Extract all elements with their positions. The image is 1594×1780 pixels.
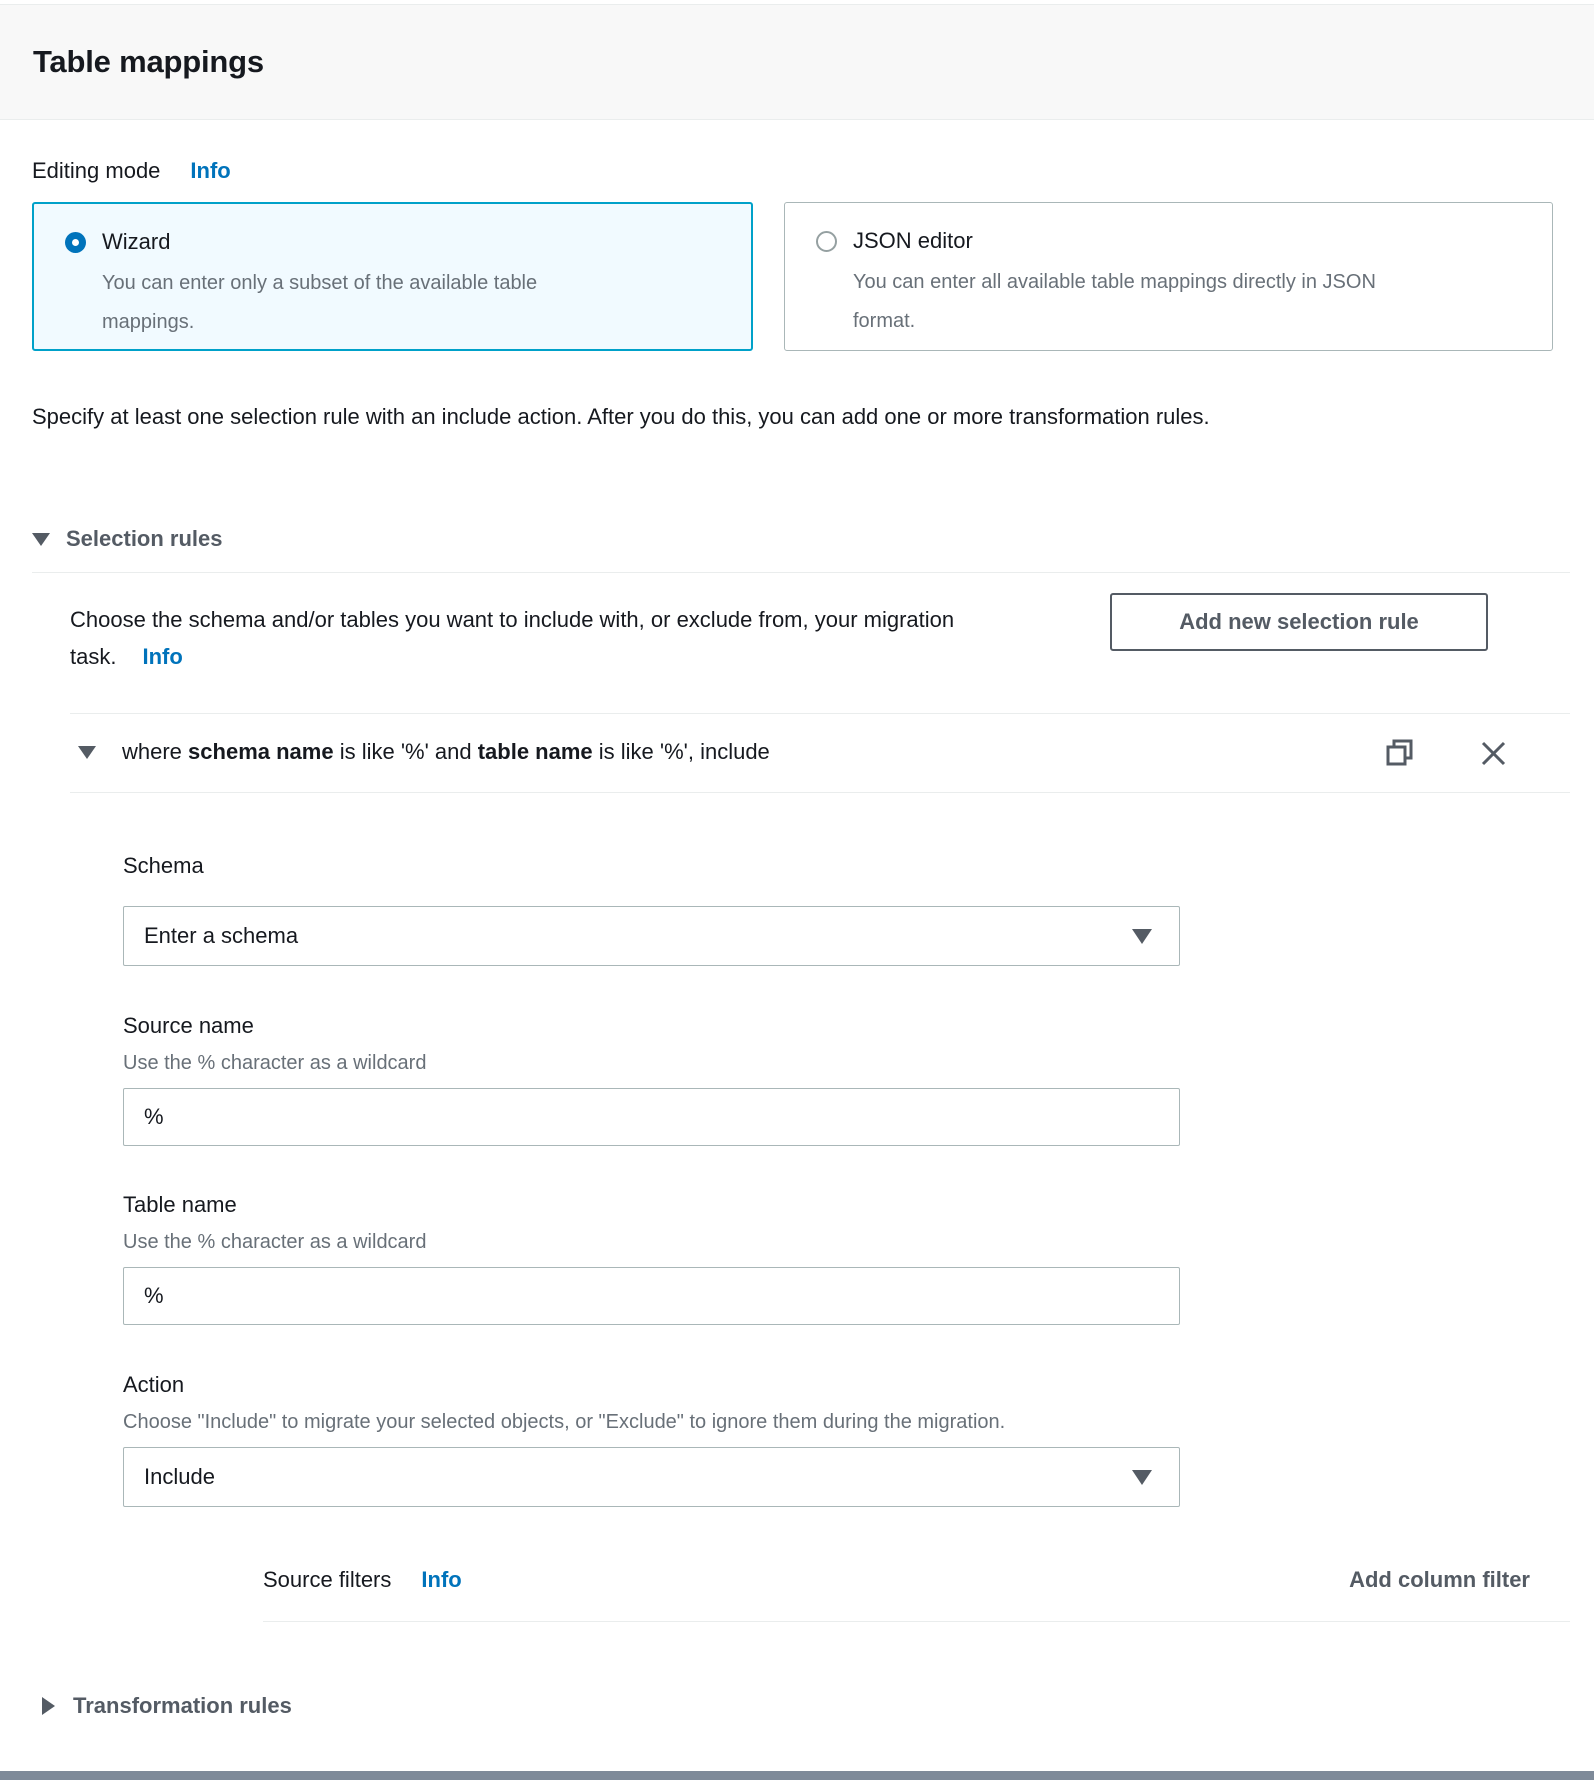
rule-summary: [122, 739, 770, 765]
action-select-value: Include: [144, 1464, 215, 1489]
divider: [70, 713, 1570, 714]
radio-selected-icon[interactable]: [65, 232, 86, 253]
editing-mode-option-json-editor[interactable]: [784, 202, 1553, 351]
source-filters-info-link[interactable]: Info: [421, 1567, 462, 1592]
add-selection-rule-button[interactable]: Add new selection rule: [1110, 593, 1488, 651]
radio-row: [65, 229, 751, 255]
caret-down-icon: [1132, 1470, 1152, 1485]
schema-select-value: Enter a schema: [144, 923, 299, 948]
table-name-helper: Use the % character as a wildcard: [123, 1231, 427, 1253]
caret-down-icon: [32, 533, 50, 546]
bottom-section-edge: [0, 1771, 1594, 1780]
table-name-label: Table name: [123, 1192, 237, 1217]
selection-rules-description: [70, 601, 1070, 675]
caret-right-icon: [42, 1697, 55, 1715]
table-name-input[interactable]: [123, 1267, 1180, 1325]
editing-mode-option-wizard[interactable]: [32, 202, 753, 351]
action-helper: Choose "Include" to migrate your selected objects, or "Exclude" to ignore them during the migration.: [123, 1411, 1006, 1433]
schema-field: [123, 852, 1180, 966]
divider: [263, 1621, 1570, 1622]
intro-text: Specify at least one selection rule with an include action. After you do this, you can add one or more transformation rules.: [32, 404, 1210, 429]
schema-label: Schema: [123, 853, 204, 878]
page-title: Table mappings: [33, 44, 264, 79]
action-label: Action: [123, 1372, 185, 1397]
selection-rules-description-text: Choose the schema and/or tables you want to include with, or exclude from, your migration task.: [70, 607, 955, 669]
source-filters-label: Source filters: [263, 1567, 392, 1592]
rule-summary-table: table name: [477, 739, 593, 764]
source-name-helper: Use the % character as a wildcard: [123, 1052, 427, 1074]
editing-mode-label: Editing mode: [32, 158, 161, 183]
radio-dot: [72, 239, 79, 246]
action-select[interactable]: [123, 1447, 1180, 1507]
copy-rule-button[interactable]: [1383, 736, 1416, 769]
source-name-label: Source name: [123, 1013, 254, 1038]
transformation-rules-title: Transformation rules: [73, 1693, 292, 1718]
selection-rules-expander[interactable]: [32, 526, 223, 552]
schema-select[interactable]: [123, 906, 1180, 966]
rule-summary-schema: schema name: [188, 739, 334, 764]
selection-rules-title: Selection rules: [66, 526, 223, 551]
editing-mode-options: [32, 202, 1553, 351]
transformation-rules-expander[interactable]: [42, 1693, 292, 1719]
selection-rules-info-link[interactable]: Info: [142, 644, 183, 669]
rule-summary-text: is like '%' and: [333, 739, 478, 764]
radio-unselected-icon[interactable]: [816, 231, 837, 252]
option-title: JSON editor: [853, 228, 973, 253]
rule-summary-text: is like '%', include: [592, 739, 770, 764]
source-name-field: [123, 1012, 1180, 1146]
source-filters-row: [263, 1556, 1530, 1604]
editing-mode-info-link[interactable]: Info: [190, 158, 231, 183]
divider: [70, 792, 1570, 793]
rule-summary-text: where: [122, 739, 189, 764]
option-description: You can enter all available table mappings directly in JSON format.: [853, 271, 1376, 332]
radio-row: [816, 228, 1552, 254]
remove-rule-button[interactable]: [1479, 739, 1508, 768]
selection-rule-item-header: [78, 729, 770, 775]
copy-icon: [1383, 736, 1416, 769]
option-title: Wizard: [102, 229, 171, 254]
editing-mode-row: [32, 158, 231, 184]
source-name-input[interactable]: [123, 1088, 1180, 1146]
add-column-filter-button[interactable]: Add column filter: [1349, 1567, 1530, 1592]
divider: [32, 572, 1570, 573]
panel-header: [0, 4, 1594, 120]
close-icon: [1479, 739, 1508, 768]
table-name-field: [123, 1191, 1180, 1325]
caret-down-icon: [1132, 929, 1152, 944]
option-description: You can enter only a subset of the available table mappings.: [102, 272, 538, 333]
caret-down-icon[interactable]: [78, 746, 96, 759]
action-field: [123, 1371, 1180, 1507]
